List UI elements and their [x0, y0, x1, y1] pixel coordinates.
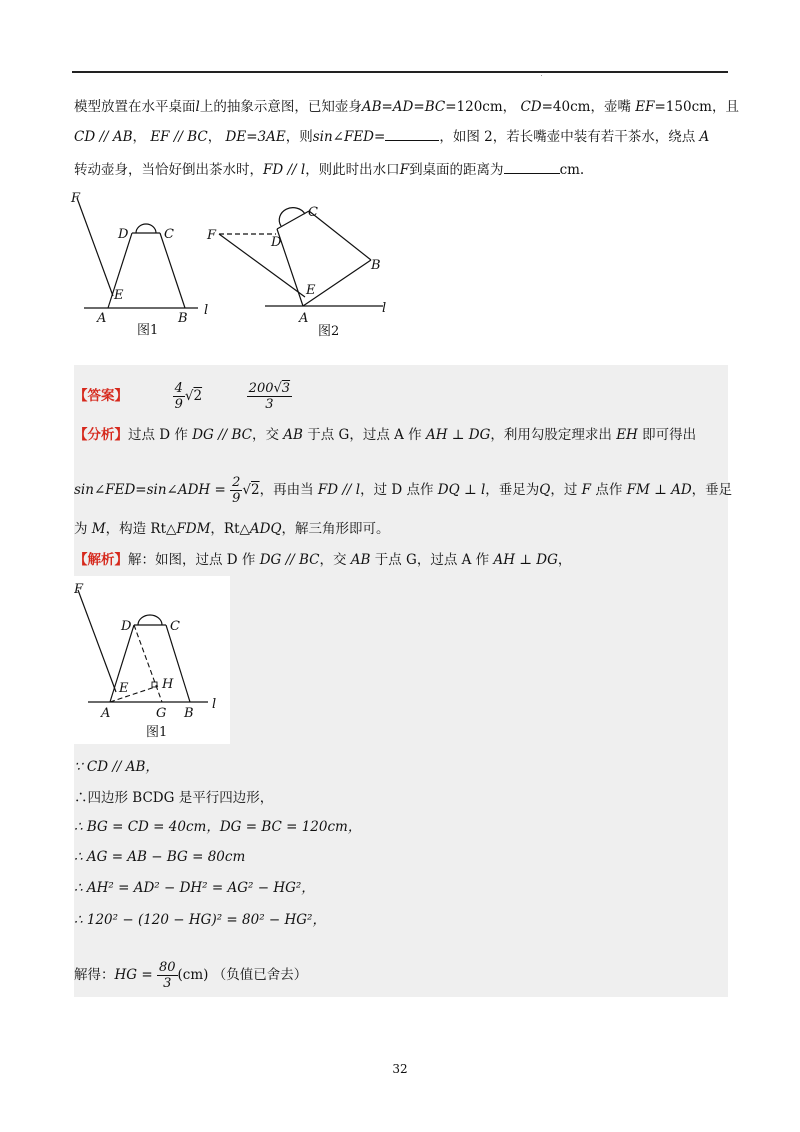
figure-2	[205, 196, 405, 342]
answer-blank-1	[385, 128, 439, 141]
label-D: D	[271, 235, 282, 250]
problem-line-2: CD // AB， EF // BC， DE=3AE，则sin∠FED= ，如图 2，若长嘴壶中装有若干茶水，绕点 A	[74, 129, 710, 145]
label-E: E	[306, 283, 316, 298]
analysis-line-1: 【分析】过点 D 作 DG // BC，交 AB 于点 G，过点 A 作 AH ⊥ DG，利用勾股定理求出 EH 即可得出	[74, 427, 697, 443]
label-B: B	[184, 706, 194, 721]
answer-2-fraction: $\frac{200√3}{3}$	[248, 381, 291, 412]
step-1: ∵ CD // AB，	[74, 759, 159, 775]
answer-1-fraction: $\frac{4}{9}$	[174, 381, 183, 412]
label-E: E	[119, 681, 129, 696]
problem-line-1: 模型放置在水平桌面l上的抽象示意图，已知壶身AB=AD=BC=120cm， CD=40cm，壶嘴 EF=150cm，且	[74, 99, 739, 115]
figure-1	[70, 188, 220, 340]
label-l: l	[204, 303, 209, 318]
label-C: C	[308, 205, 318, 220]
label-A: A	[97, 311, 107, 326]
solution-final: 解得：HG = $\frac{80}{3}$ (cm) （负值已舍去）	[74, 960, 308, 991]
label-A: A	[101, 706, 111, 721]
step-2: ∴四边形 BCDG 是平行四边形，	[74, 790, 274, 806]
label-F: F	[74, 582, 84, 597]
label-D: D	[118, 227, 129, 242]
analysis-line-2: sin∠FED=sin∠ADH = $\frac{2}{9}$ √2，再由当 FD // l，过 D 点作 DQ ⊥ l，垂足为Q，过 F 点作 FM ⊥ AD，垂足	[74, 475, 733, 506]
page-number: 32	[392, 1062, 408, 1076]
label-E: E	[114, 288, 124, 303]
problem-line-3: 转动壶身，当恰好倒出茶水时，FD // l，则此时出水口F到桌面的距离为 cm.	[74, 162, 585, 178]
label-C: C	[170, 619, 180, 634]
answer-row: 【答案】 $\frac{4}{9}$ √2 $\frac{200√3}{3}$	[74, 381, 291, 412]
header-dot	[541, 75, 542, 76]
step-3: ∴ BG = CD = 40cm，DG = BC = 120cm，	[74, 819, 362, 835]
label-B: B	[178, 311, 188, 326]
label-l: l	[382, 301, 387, 316]
label-F: F	[207, 228, 217, 243]
step-6: ∴ 120² − (120 − HG)² = 80² − HG²，	[74, 912, 326, 928]
label-D: D	[121, 619, 132, 634]
analysis-line-3: 为 M，构造 Rt△FDM，Rt△ADQ，解三角形即可。	[74, 521, 390, 537]
step-5: ∴ AH² = AD² − DH² = AG² − HG²，	[74, 880, 315, 896]
step-4: ∴ AG = AB − BG = 80cm	[74, 849, 246, 865]
figure-2-caption: 图2	[318, 324, 340, 339]
label-l: l	[212, 697, 217, 712]
label-A: A	[299, 311, 309, 326]
label-F: F	[71, 191, 81, 206]
solution-intro: 【解析】解：如图，过点 D 作 DG // BC，交 AB 于点 G，过点 A 作 AH ⊥ DG，	[74, 552, 572, 568]
label-H: H	[162, 677, 174, 692]
solution-figure-caption: 图1	[146, 725, 168, 740]
label-G: G	[156, 706, 167, 721]
label-C: C	[164, 227, 174, 242]
label-B: B	[371, 258, 381, 273]
figure-1-caption: 图1	[137, 323, 159, 338]
answer-blank-2	[504, 161, 560, 174]
solution-figure	[74, 576, 230, 744]
header-rule	[72, 71, 728, 73]
